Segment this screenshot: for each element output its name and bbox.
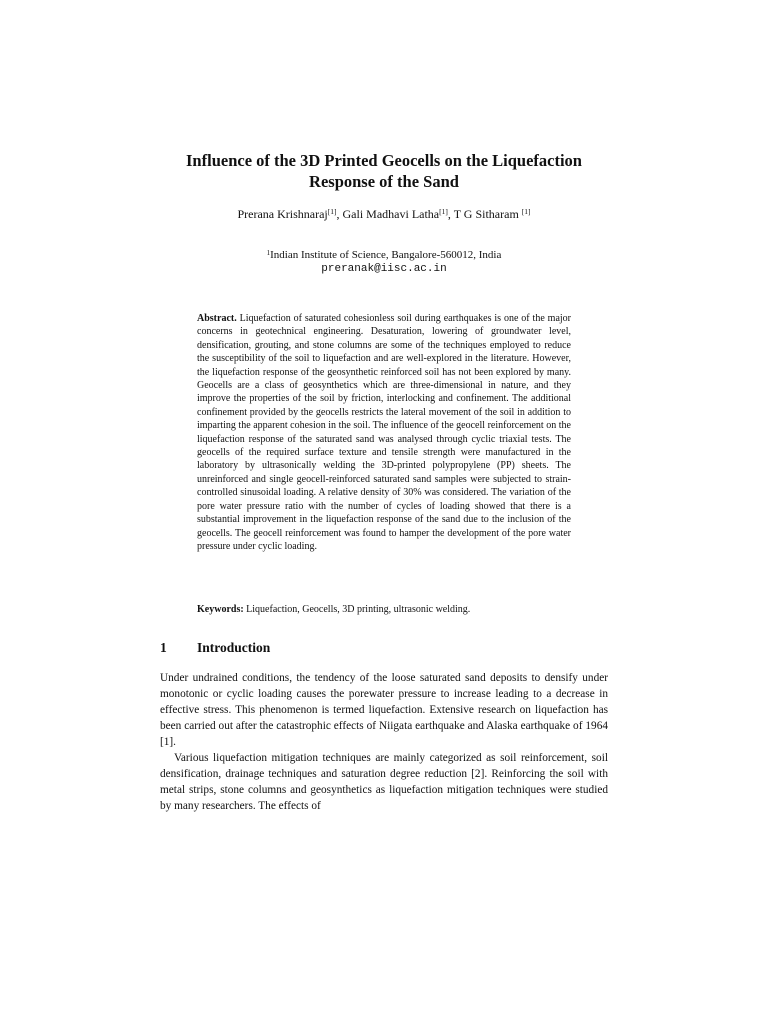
abstract-text: Liquefaction of saturated cohesionless soil during earthquakes is one of the major concerns in geotechnical engineering. Desaturation, lowering of groundwater level, densification, grouting, and stone columns are some of the techniques employed to reduce the susceptibility of the soil to liquefaction and are well-explored in the literature. However, the liquefaction response of the geosynthetic reinforced soil has not been explored by many. Geocells are a class of geosynthetics which are three-dimensional in nature, and they improve the properties of the soil by friction, interlocking and confinement. The additional confinement provided by the geocells restricts the lateral movement of the soil in addition to imparting the apparent cohesion in the soil. The influence of the geocell reinforcement on the liquefaction response of the saturated sand was analysed through cyclic triaxial tests. The geocells of the required surface texture and tensile strength were manufactured in the laboratory by ultrasonically welding the 3D-printed polypropylene (PP) sheets. The unreinforced and single geocell-reinforced saturated sand samples were subjected to strain-controlled sinusoidal loading. A relative density of 30% was considered. The variation of the pore water pressure ratio with the number of cycles of loading showed that there is a substantial improvement in the liquefaction response of the sand due to the inclusion of the geocells. The geocell reinforcement was found to hamper the development of the pore water pressure under cyclic loading. bbox=[197, 313, 571, 552]
author-affiliation-mark: [1] bbox=[327, 207, 337, 216]
introduction-body bbox=[160, 670, 608, 814]
affiliation bbox=[130, 248, 638, 262]
author-separator: , bbox=[447, 207, 454, 221]
author-affiliation-mark: [1] bbox=[439, 207, 448, 216]
author-separator: , bbox=[336, 207, 343, 221]
paper-title bbox=[130, 150, 638, 192]
author-name: T G Sitharam bbox=[453, 207, 522, 221]
author-list bbox=[130, 206, 638, 222]
affiliation-mark: 1 bbox=[266, 249, 271, 257]
affiliation-text: Indian Institute of Science, Bangalore-560012, India bbox=[270, 249, 502, 261]
keywords-label: Keywords: bbox=[197, 604, 244, 615]
author-name: Gali Madhavi Latha bbox=[342, 207, 440, 221]
keywords bbox=[197, 603, 571, 616]
section-heading bbox=[160, 640, 610, 656]
section-number: 1 bbox=[160, 640, 167, 655]
author-affiliation-mark: [1] bbox=[521, 207, 531, 216]
title-line-2: Response of the Sand bbox=[309, 172, 459, 191]
abstract-label: Abstract. bbox=[197, 313, 237, 324]
author-name: Prerana Krishnaraj bbox=[237, 207, 328, 221]
paragraph: Various liquefaction mitigation techniques are mainly categorized as soil reinforcement, soil densification, drainage techniques and saturation degree reduction [2]. Reinforcing the soil with metal strips, stone columns and geosynthetics as liquefaction mitigation techniques were studied by many researchers. The effects of bbox=[160, 752, 608, 812]
abstract bbox=[197, 312, 571, 553]
keywords-text: Liquefaction, Geocells, 3D printing, ultrasonic welding. bbox=[243, 604, 471, 615]
title-line-1: Influence of the 3D Printed Geocells on the Liquefaction bbox=[186, 151, 582, 170]
author-email: preranak@iisc.ac.in bbox=[321, 263, 447, 275]
section-title: Introduction bbox=[197, 640, 271, 655]
paragraph: Under undrained conditions, the tendency of the loose saturated sand deposits to densify under monotonic or cyclic loading causes the porewater pressure to increase leading to a decrease in effective stress. This phenomenon is termed liquefaction. Extensive research on liquefaction has been carried out after the catastrophic effects of Niigata earthquake and Alaska earthquake of 1964 [1]. bbox=[160, 672, 608, 748]
